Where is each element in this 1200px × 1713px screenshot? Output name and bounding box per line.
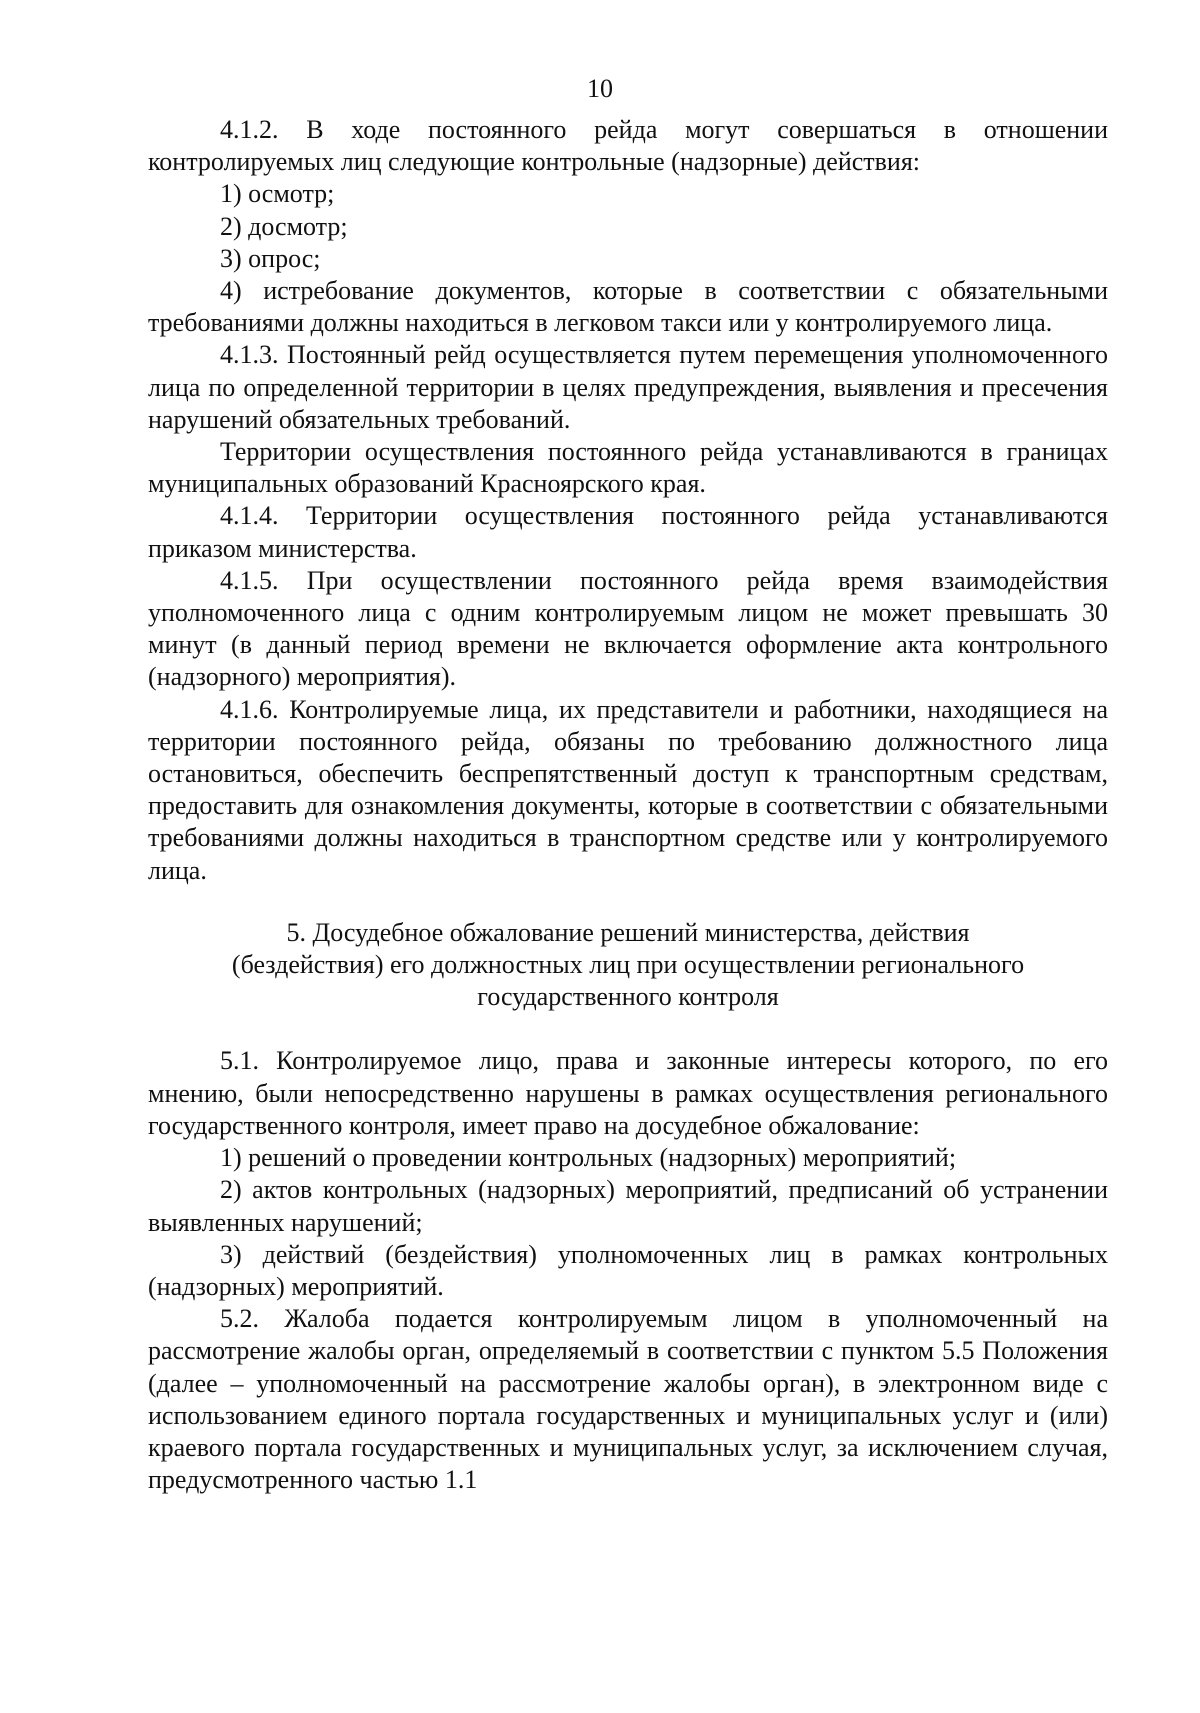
page-number: 10	[587, 74, 613, 103]
list-item: 1) осмотр;	[220, 179, 335, 209]
list-item: 1) решений о проведении контрольных (надзорных) мероприятий;	[220, 1143, 957, 1173]
paragraph-4-1-2: 4.1.2. В ходе постоянного рейда могут совершаться в отношении контролируемых лиц следующие контрольные (надзорные) действия:	[148, 115, 1108, 177]
list-item: 2) досмотр;	[220, 211, 348, 241]
paragraph-4-1-4: 4.1.4. Территории осуществления постоянного рейда устанавливаются приказом министерства.	[148, 501, 1108, 563]
heading-line: (бездействия) его должностных лиц при осуществлении регионального	[231, 950, 1025, 980]
list-item: 3) опрос;	[220, 243, 321, 273]
paragraph-5-1: 5.1. Контролируемое лицо, права и законные интересы которого, по его мнению, были непосредственно нарушены в рамках осуществления регионального государственного контроля, имеет право на досудебное обжалование:	[148, 1046, 1108, 1140]
paragraph-4-1-3: 4.1.3. Постоянный рейд осуществляется путем перемещения уполномоченного лица по определенной территории в целях предупреждения, выявления и пресечения нарушений обязательных требований.	[148, 340, 1108, 434]
document-body	[148, 114, 1108, 1496]
heading-line: государственного контроля	[477, 982, 779, 1012]
paragraph-4-1-5: 4.1.5. При осуществлении постоянного рейда время взаимодействия уполномоченного лица с одним контролируемым лицом не может превышать 30 минут (в данный период времени не включается оформление акта контрольного (надзорного) мероприятия).	[148, 565, 1108, 692]
section-5-heading	[148, 917, 1108, 1014]
list-item: 2) актов контрольных (надзорных) мероприятий, предписаний об устранении выявленных нарушений;	[148, 1175, 1108, 1237]
list-item: 3) действий (бездействия) уполномоченных лиц в рамках контрольных (надзорных) мероприятий.	[148, 1239, 1108, 1301]
paragraph-4-1-6: 4.1.6. Контролируемые лица, их представители и работники, находящиеся на территории постоянного рейда, обязаны по требованию должностного лица остановиться, обеспечить беспрепятственный доступ к транспортным средствам, предоставить для ознакомления документы, которые в соответствии с обязательными требованиями должны находиться в транспортном средстве или у контролируемого лица.	[148, 694, 1108, 885]
heading-line: 5. Досудебное обжалование решений министерства, действия	[286, 917, 970, 947]
paragraph-territories: Территории осуществления постоянного рейда устанавливаются в границах муниципальных образований Красноярского края.	[148, 437, 1108, 499]
paragraph-5-2: 5.2. Жалоба подается контролируемым лицом в уполномоченный на рассмотрение жалобы орган, определяемый в соответствии с пунктом 5.5 Положения (далее – уполномоченный на рассмотрение жалобы орган), в электронном виде с использованием единого портала государственных и муниципальных услуг и (или) краевого портала государственных и муниципальных услуг, за исключением случая, предусмотренного частью 1.1	[148, 1304, 1108, 1495]
list-item: 4) истребование документов, которые в соответствии с обязательными требованиями должны находиться в легковом такси или у контролируемого лица.	[148, 276, 1108, 338]
